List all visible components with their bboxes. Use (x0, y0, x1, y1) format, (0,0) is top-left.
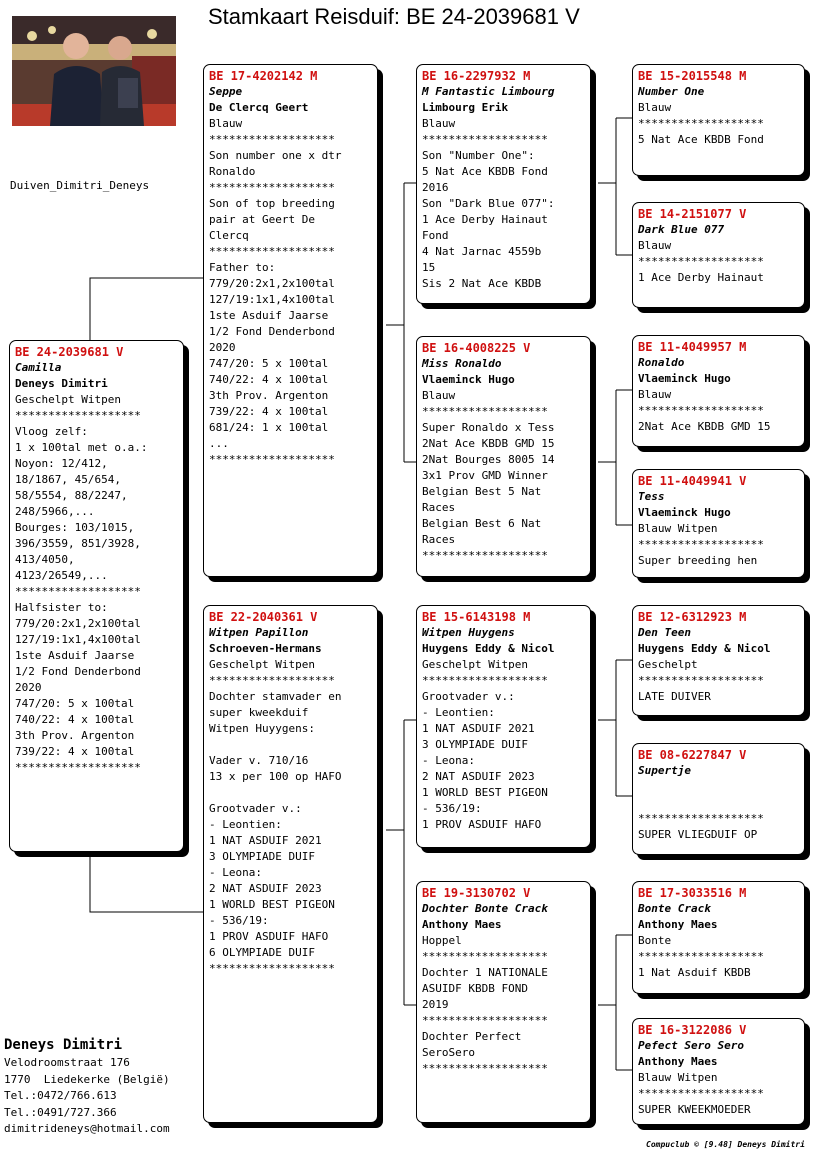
pigeon-name: Dochter Bonte Crack (422, 902, 548, 915)
pigeon-info-line: Dochter stamvader en (209, 690, 342, 703)
pigeon-info-line: Blauw Witpen (638, 1071, 718, 1084)
pigeon-info-line: 1 Nat Asduif KBDB (638, 966, 751, 979)
pigeon-owner: Vlaeminck Hugo (422, 373, 515, 386)
pigeon-name: Dark Blue 077 (638, 223, 725, 236)
pigeon-info-line: ******************* (209, 245, 335, 258)
pigeon-info-line: Clercq (209, 229, 249, 242)
breeder-info (4, 1035, 170, 1138)
pigeon-info-line: 2020 (209, 341, 236, 354)
ring-number: BE 15-2015548 M (638, 69, 747, 83)
pigeon-info-line: 1/2 Fond Denderbond (15, 665, 141, 678)
pigeon-owner: De Clercq Geert (209, 101, 309, 114)
pigeon-name: Number One (638, 85, 705, 98)
pigeon-info-line: Geschelpt Witpen (15, 393, 121, 406)
ring-number: BE 15-6143198 M (422, 610, 531, 624)
pigeon-info-line: 1/2 Fond Denderbond (209, 325, 335, 338)
pigeon-card-sire[interactable] (203, 64, 378, 577)
loft-name: Duiven_Dimitri_Deneys (10, 179, 150, 192)
pigeon-card-dds[interactable] (632, 881, 805, 994)
pigeon-info-line: ******************* (15, 761, 141, 774)
pigeon-owner: Anthony Maes (638, 1055, 718, 1068)
breeder-email[interactable]: dimitrideneys@hotmail.com (4, 1122, 170, 1135)
pigeon-info-line: 1 Ace Derby Hainaut (638, 271, 764, 284)
pigeon-info-line: ******************* (422, 549, 548, 562)
pigeon-info-line: Races (422, 533, 456, 546)
pigeon-info-line: Blauw (422, 117, 456, 130)
pigeon-info-line: Halfsister to: (15, 601, 108, 614)
pigeon-info-line: ******************* (422, 674, 548, 687)
pigeon-info-line: 2019 (422, 998, 449, 1011)
ring-number: BE 12-6312923 M (638, 610, 747, 624)
pigeon-name: M Fantastic Limbourg (422, 85, 555, 98)
ring-number: BE 11-4049941 V (638, 474, 747, 488)
pigeon-info-line: Witpen Huyygens: (209, 722, 315, 735)
ring-number: BE 16-2297932 M (422, 69, 531, 83)
pigeon-owner: Anthony Maes (422, 918, 502, 931)
pigeon-info-line: 127/19:1x1,4x100tal (15, 633, 141, 646)
pigeon-info-line: Fond (422, 229, 449, 242)
pigeon-info-line: ASUIDF KBDB FOND (422, 982, 528, 995)
pigeon-info-line: Sis 2 Nat Ace KBDB (422, 277, 542, 290)
pigeon-owner: Deneys Dimitri (15, 377, 108, 390)
pigeon-info-line: Blauw (209, 117, 243, 130)
pigeon-info-line: Grootvader v.: (209, 802, 302, 815)
pigeon-info-line: 6 OLYMPIADE DUIF (209, 946, 315, 959)
pigeon-info-line: 13 x per 100 op HAFO (209, 770, 342, 783)
ring-number: BE 16-4008225 V (422, 341, 531, 355)
pigeon-name: Ronaldo (638, 356, 685, 369)
pigeon-info-line: 3th Prov. Argenton (15, 729, 135, 742)
pigeon-info-line: 2Nat Bourges 8005 14 (422, 453, 555, 466)
pigeon-info-line: 4 Nat Jarnac 4559b (422, 245, 542, 258)
ring-number: BE 22-2040361 V (209, 610, 318, 624)
ring-number: BE 14-2151077 V (638, 207, 747, 221)
pigeon-info-line: Blauw (638, 388, 672, 401)
pigeon-info-line: ******************* (422, 950, 548, 963)
pigeon-info-line: ******************* (422, 133, 548, 146)
pigeon-info-line: ******************* (638, 117, 764, 130)
pigeon-info-line: 5 Nat Ace KBDB Fond (638, 133, 764, 146)
pigeon-owner: Anthony Maes (638, 918, 718, 931)
pigeon-info-line: 1ste Asduif Jaarse (209, 309, 329, 322)
ring-number: BE 16-3122086 V (638, 1023, 747, 1037)
pigeon-info-line: 747/20: 5 x 100tal (209, 357, 329, 370)
pigeon-info-line: Hoppel (422, 934, 462, 947)
pigeon-info-line: - Leontien: (422, 706, 495, 719)
pigeon-info-line: Races (422, 501, 456, 514)
pigeon-info-line (209, 785, 373, 801)
pigeon-info-line: Bonte (638, 934, 672, 947)
pigeon-info-line: ******************* (638, 538, 764, 551)
pigeon-info-line (638, 795, 800, 811)
pigeon-info-line: 248/5966,... (15, 505, 95, 518)
breeder-city: 1770 Liedekerke (België) (4, 1072, 170, 1086)
pigeon-info-line: 1 WORLD BEST PIGEON (422, 786, 548, 799)
pigeon-info-line: 779/20:2x1,2x100tal (209, 277, 335, 290)
pigeon-info-line: 5 Nat Ace KBDB Fond (422, 165, 548, 178)
pigeon-owner: Vlaeminck Hugo (638, 506, 731, 519)
pigeon-info-line: 740/22: 4 x 100tal (209, 373, 329, 386)
pigeon-info-line: 1 PROV ASDUIF HAFO (209, 930, 329, 943)
pigeon-info-line: - 536/19: (209, 914, 269, 927)
page-title: Stamkaart Reisduif: BE 24-2039681 V (208, 4, 580, 29)
pigeon-info-line: ******************* (422, 1014, 548, 1027)
pigeon-info-line: Son of top breeding (209, 197, 335, 210)
pigeon-info-line: - 536/19: (422, 802, 482, 815)
pigeon-info-line: ******************* (638, 255, 764, 268)
pigeon-name: Pefect Sero Sero (638, 1039, 744, 1052)
pigeon-info-line: LATE DUIVER (638, 690, 711, 703)
pigeon-info-line: Geschelpt (638, 658, 698, 671)
pigeon-card-dam-dam[interactable] (416, 881, 591, 1123)
ring-number: BE 17-3033516 M (638, 886, 747, 900)
pigeon-info-line: super kweekduif (209, 706, 309, 719)
pigeon-info-line: Vloog zelf: (15, 425, 88, 438)
pigeon-info-line: Super Ronaldo x Tess (422, 421, 555, 434)
pigeon-info-line: ******************* (638, 404, 764, 417)
pigeon-info-line: 58/5554, 88/2247, (15, 489, 128, 502)
pigeon-info-line: 1 WORLD BEST PIGEON (209, 898, 335, 911)
ring-number: BE 19-3130702 V (422, 886, 531, 900)
ring-number: BE 17-4202142 M (209, 69, 318, 83)
pigeon-info-line: 3x1 Prov GMD Winner (422, 469, 548, 482)
pigeon-info-line: 1 x 100tal met o.a.: (15, 441, 148, 454)
pigeon-card-dsd[interactable] (632, 743, 805, 855)
pigeon-info-line: 396/3559, 851/3928, (15, 537, 141, 550)
pigeon-owner: Vlaeminck Hugo (638, 372, 731, 385)
pigeon-info-line: SeroSero (422, 1046, 475, 1059)
pigeon-info-line: Blauw (422, 389, 456, 402)
pigeon-card-subject[interactable] (9, 340, 184, 852)
pigeon-info-line: Blauw Witpen (638, 522, 718, 535)
pigeon-info-line: ******************* (638, 812, 764, 825)
pigeon-info-line: 15 (422, 261, 436, 274)
pigeon-info-line: Geschelpt Witpen (209, 658, 315, 671)
pigeon-info-line: Father to: (209, 261, 276, 274)
pigeon-info-line: 747/20: 5 x 100tal (15, 697, 135, 710)
pigeon-info-line: Geschelpt Witpen (422, 658, 528, 671)
pigeon-info-line: 3th Prov. Argenton (209, 389, 329, 402)
pigeon-info-line: SUPER VLIEGDUIF OP (638, 828, 758, 841)
pigeon-info-line: 2020 (15, 681, 42, 694)
pigeon-card-sdd[interactable] (632, 469, 805, 578)
pigeon-info-line: ******************* (209, 181, 335, 194)
pigeon-info-line: 3 OLYMPIADE DUIF (422, 738, 528, 751)
pigeon-info-line: 739/22: 4 x 100tal (15, 745, 135, 758)
pigeon-info-line: Blauw (638, 239, 672, 252)
pigeon-info-line: 740/22: 4 x 100tal (15, 713, 135, 726)
pigeon-card-ssd[interactable] (632, 202, 805, 308)
breeder-address: Velodroomstraat 176 (4, 1056, 130, 1069)
pigeon-info-line: Vader v. 710/16 (209, 754, 309, 767)
breeder-name: Deneys Dimitri (4, 1037, 123, 1053)
pigeon-info-line: Ronaldo (209, 165, 256, 178)
pigeon-owner: Limbourg Erik (422, 101, 509, 114)
pigeon-info-line: Super breeding hen (638, 554, 758, 567)
pigeon-card-sire-dam[interactable] (416, 336, 591, 577)
pigeon-info-line: Son "Dark Blue 077": (422, 197, 555, 210)
pigeon-info-line: 2Nat Ace KBDB GMD 15 (422, 437, 555, 450)
pigeon-info-line: Dochter Perfect (422, 1030, 522, 1043)
pigeon-card-sds[interactable] (632, 335, 805, 447)
pigeon-info-line: 4123/26549,... (15, 569, 108, 582)
pigeon-info-line: 2016 (422, 181, 449, 194)
pigeon-info-line: 779/20:2x1,2x100tal (15, 617, 141, 630)
pigeon-owner: Huygens Eddy & Nicol (638, 642, 771, 655)
pigeon-info-line: ... (209, 437, 229, 450)
pigeon-info-line: Son number one x dtr (209, 149, 342, 162)
pigeon-info-line: 739/22: 4 x 100tal (209, 405, 329, 418)
pigeon-name: Seppe (209, 85, 243, 98)
pigeon-info-line: 413/4050, (15, 553, 75, 566)
pigeon-info-line: 2 NAT ASDUIF 2023 (209, 882, 322, 895)
ring-number: BE 24-2039681 V (15, 345, 124, 359)
footer-credit: Compuclub © [9.48] Deneys Dimitri (646, 1140, 805, 1149)
pigeon-owner: Schroeven-Hermans (209, 642, 322, 655)
pigeon-info-line: 1 PROV ASDUIF HAFO (422, 818, 542, 831)
pigeon-info-line: 2 NAT ASDUIF 2023 (422, 770, 535, 783)
pigeon-name: Miss Ronaldo (422, 357, 502, 370)
pigeon-info-line: 2Nat Ace KBDB GMD 15 (638, 420, 771, 433)
pigeon-info-line: SUPER KWEEKMOEDER (638, 1103, 751, 1116)
pigeon-info-line: ******************* (638, 1087, 764, 1100)
pigeon-info-line: 1 NAT ASDUIF 2021 (422, 722, 535, 735)
pigeon-info-line: Bourges: 103/1015, (15, 521, 135, 534)
pigeon-info-line: - Leontien: (209, 818, 282, 831)
pigeon-info-line: ******************* (638, 950, 764, 963)
pigeon-info-line: 18/1867, 45/654, (15, 473, 121, 486)
pigeon-info-line: 1 Ace Derby Hainaut (422, 213, 548, 226)
pigeon-name: Supertje (638, 764, 691, 777)
pigeon-info-line: ******************* (209, 453, 335, 466)
pigeon-name: Bonte Crack (638, 902, 711, 915)
pigeon-name: Witpen Papillon (209, 626, 309, 639)
pigeon-info-line: Son "Number One": (422, 149, 535, 162)
pigeon-info-line: - Leona: (209, 866, 262, 879)
ring-number: BE 08-6227847 V (638, 748, 747, 762)
pigeon-info-line: Belgian Best 5 Nat (422, 485, 542, 498)
pigeon-card-sire-sire[interactable] (416, 64, 591, 304)
pigeon-name: Witpen Huygens (422, 626, 515, 639)
pigeon-info-line: - Leona: (422, 754, 475, 767)
ring-number: BE 11-4049957 M (638, 340, 747, 354)
pigeon-card-dss[interactable] (632, 605, 805, 716)
pigeon-info-line: Noyon: 12/412, (15, 457, 108, 470)
pigeon-info-line: ******************* (422, 1062, 548, 1075)
pigeon-info-line: 1ste Asduif Jaarse (15, 649, 135, 662)
pigeon-name: Tess (638, 490, 665, 503)
pigeon-name: Camilla (15, 361, 62, 374)
pigeon-info-line: ******************* (209, 674, 335, 687)
pigeon-info-line (209, 737, 373, 753)
pigeon-info-line: ******************* (209, 133, 335, 146)
pigeon-owner: Huygens Eddy & Nicol (422, 642, 555, 655)
pigeon-card-dam-sire[interactable] (416, 605, 591, 848)
pigeon-info-line: ******************* (638, 674, 764, 687)
pigeon-info-line: pair at Geert De (209, 213, 315, 226)
pigeon-info-line: Belgian Best 6 Nat (422, 517, 542, 530)
pigeon-info-line: ******************* (15, 409, 141, 422)
pigeon-info-line (638, 779, 800, 795)
pigeon-card-ddd[interactable] (632, 1018, 805, 1125)
breeder-phone-1: Tel.:0472/766.613 (4, 1089, 117, 1102)
pigeon-card-sss[interactable] (632, 64, 805, 176)
pigeon-info-line: Blauw (638, 101, 672, 114)
pigeon-info-line: Grootvader v.: (422, 690, 515, 703)
pigeon-card-dam[interactable] (203, 605, 378, 1123)
breeder-phone-2: Tel.:0491/727.366 (4, 1105, 117, 1119)
pigeon-info-line: 681/24: 1 x 100tal (209, 421, 329, 434)
pigeon-info-line: ******************* (15, 585, 141, 598)
pigeon-info-line: 127/19:1x1,4x100tal (209, 293, 335, 306)
pigeon-info-line: Dochter 1 NATIONALE (422, 966, 548, 979)
pigeon-info-line: 1 NAT ASDUIF 2021 (209, 834, 322, 847)
pigeon-info-line: ******************* (422, 405, 548, 418)
pigeon-name: Den Teen (638, 626, 691, 639)
pigeon-info-line: 3 OLYMPIADE DUIF (209, 850, 315, 863)
pigeon-info-line: ******************* (209, 962, 335, 975)
